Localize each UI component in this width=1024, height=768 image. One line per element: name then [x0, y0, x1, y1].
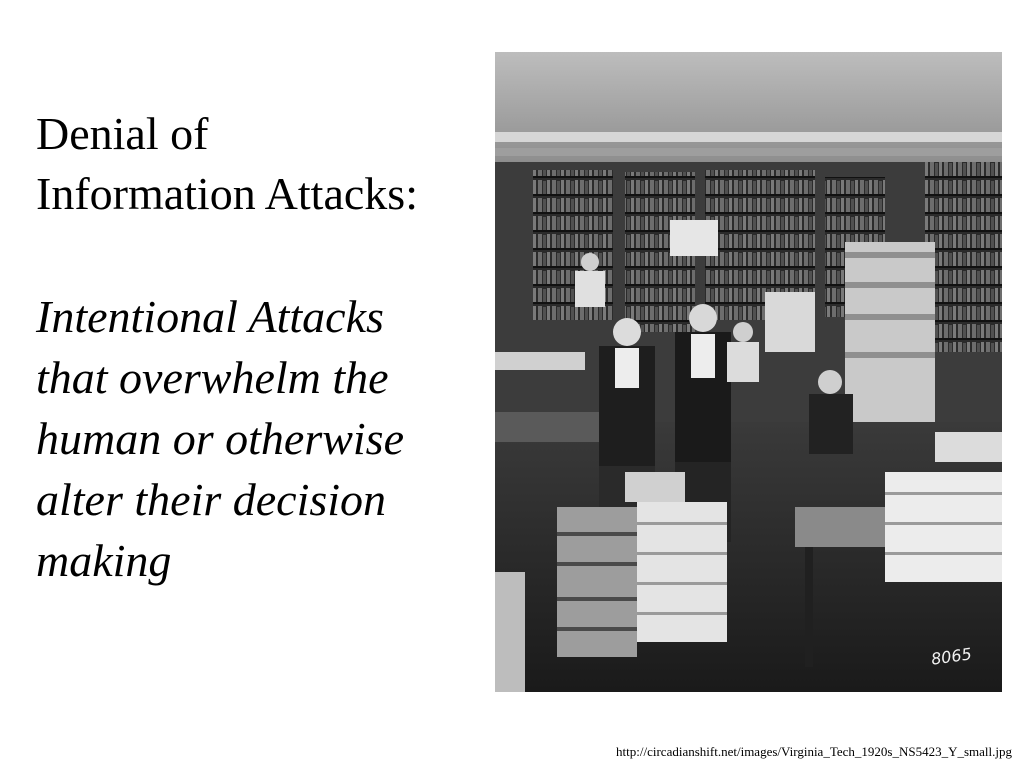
slide-body-line-4: alter their decision	[36, 474, 387, 525]
photo-negative-number: 8065	[930, 644, 974, 669]
image-credit-url: http://circadianshift.net/images/Virginia_Tech_1920s_NS5423_Y_small.jpg	[616, 744, 1012, 759]
slide-body-line-5: making	[36, 535, 172, 586]
office-photo	[495, 52, 1002, 692]
office-photo-illustration	[495, 52, 1002, 692]
slide-body-line-2: that overwhelm the	[36, 352, 389, 403]
slide-body-line-3: human or otherwise	[36, 413, 404, 464]
slide-title	[36, 104, 476, 224]
slide-title-line-1: Denial of	[36, 108, 209, 159]
slide-title-line-2: Information Attacks:	[36, 168, 418, 219]
slide-body-line-1: Intentional Attacks	[36, 291, 384, 342]
slide-body	[36, 286, 476, 591]
